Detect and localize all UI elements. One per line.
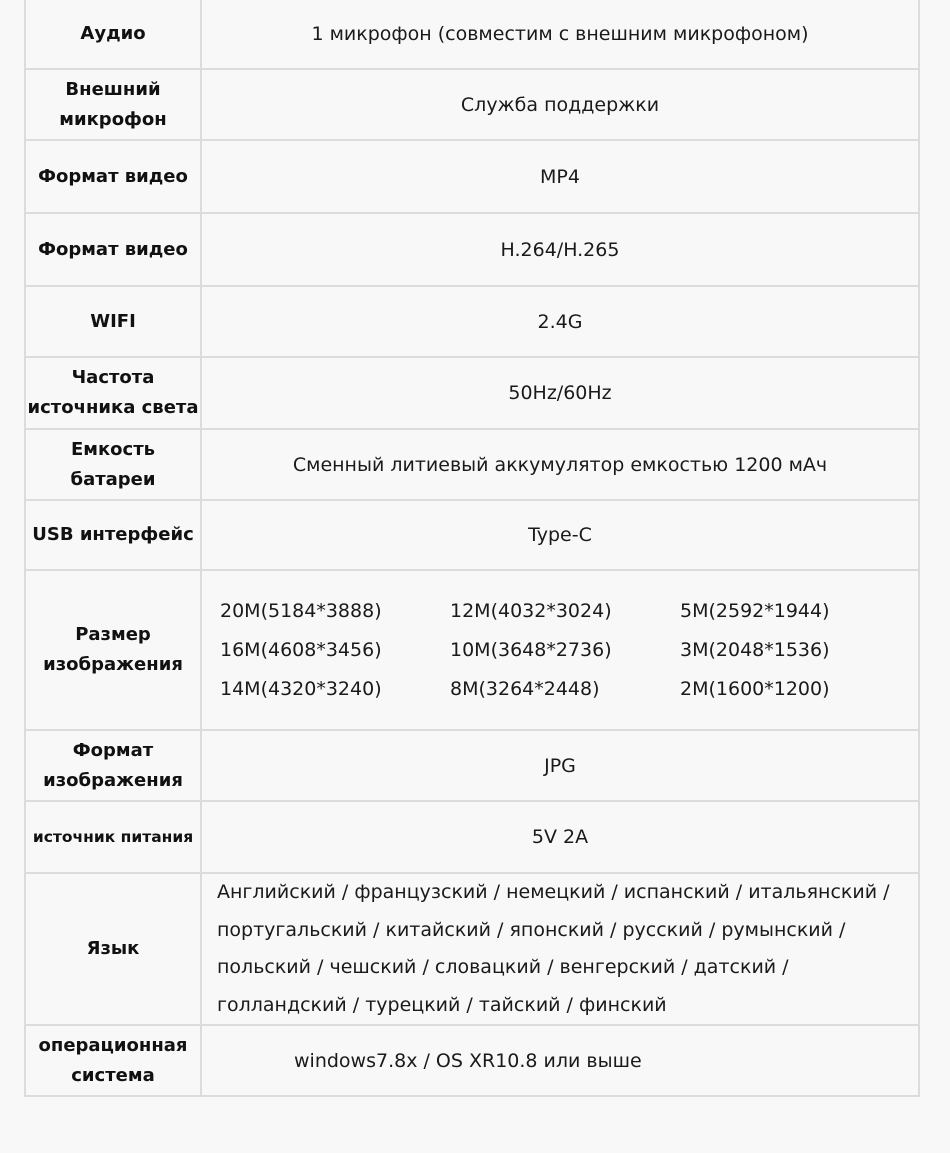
image-size-option: 16M(4608*3456): [220, 639, 382, 661]
spec-table: [24, 0, 920, 1097]
table-row: [25, 873, 919, 1025]
image-size-option: 14M(4320*3240): [220, 678, 382, 700]
spec-value: 1 микрофон (совместим с внешним микрофоном): [201, 0, 919, 69]
image-size-option: 12M(4032*3024): [450, 600, 612, 622]
table-row: [25, 500, 919, 570]
spec-label: USB интерфейс: [25, 500, 201, 570]
language-value: Английский / французский / немецкий / испанский / итальянский / португальский / китайский / японский / русский / румынский / польский / чешский / словацкий / венгерский / датский / голландский / турецкий / тайский / финский: [217, 881, 890, 1016]
language-label: Язык: [25, 873, 201, 1025]
image-size-option: 2M(1600*1200): [680, 678, 830, 700]
spec-label: Формат видео: [25, 140, 201, 213]
spec-value: MP4: [201, 140, 919, 213]
spec-label: Аудио: [25, 0, 201, 69]
table-row: [25, 286, 919, 357]
spec-label: Частота источника света: [25, 357, 201, 429]
table-row: [25, 357, 919, 429]
image-size-option: 20M(5184*3888): [220, 600, 382, 622]
table-row: [25, 69, 919, 140]
image-size-option: 5M(2592*1944): [680, 600, 830, 622]
image-size-values: [201, 570, 919, 730]
power-value: 5V 2A: [201, 801, 919, 873]
image-format-label: Формат изображения: [25, 730, 201, 801]
image-size-option: 3M(2048*1536): [680, 639, 830, 661]
os-label: операционная система: [25, 1025, 201, 1096]
image-size-label: Размер изображения: [25, 570, 201, 730]
table-row: [25, 429, 919, 500]
table-row: [25, 730, 919, 801]
table-row: [25, 1025, 919, 1096]
spec-value: H.264/H.265: [201, 213, 919, 286]
table-row: [25, 0, 919, 69]
os-value: windows7.8x / OS XR10.8 или выше: [294, 1049, 642, 1072]
image-size-option: 8M(3264*2448): [450, 678, 600, 700]
spec-label: WIFI: [25, 286, 201, 357]
table-row-image-size: [25, 570, 919, 730]
image-format-value: JPG: [201, 730, 919, 801]
spec-label: Формат видео: [25, 213, 201, 286]
spec-label: Емкость батареи: [25, 429, 201, 500]
table-row: [25, 801, 919, 873]
spec-value: 50Hz/60Hz: [201, 357, 919, 429]
image-size-option: 10M(3648*2736): [450, 639, 612, 661]
spec-label: Внешний микрофон: [25, 69, 201, 140]
spec-value: Служба поддержки: [201, 69, 919, 140]
spec-value: 2.4G: [201, 286, 919, 357]
spec-value: Type-C: [201, 500, 919, 570]
spec-value: Сменный литиевый аккумулятор емкостью 1200 мАч: [201, 429, 919, 500]
table-row: [25, 213, 919, 286]
table-row: [25, 140, 919, 213]
power-label: источник питания: [25, 801, 201, 873]
